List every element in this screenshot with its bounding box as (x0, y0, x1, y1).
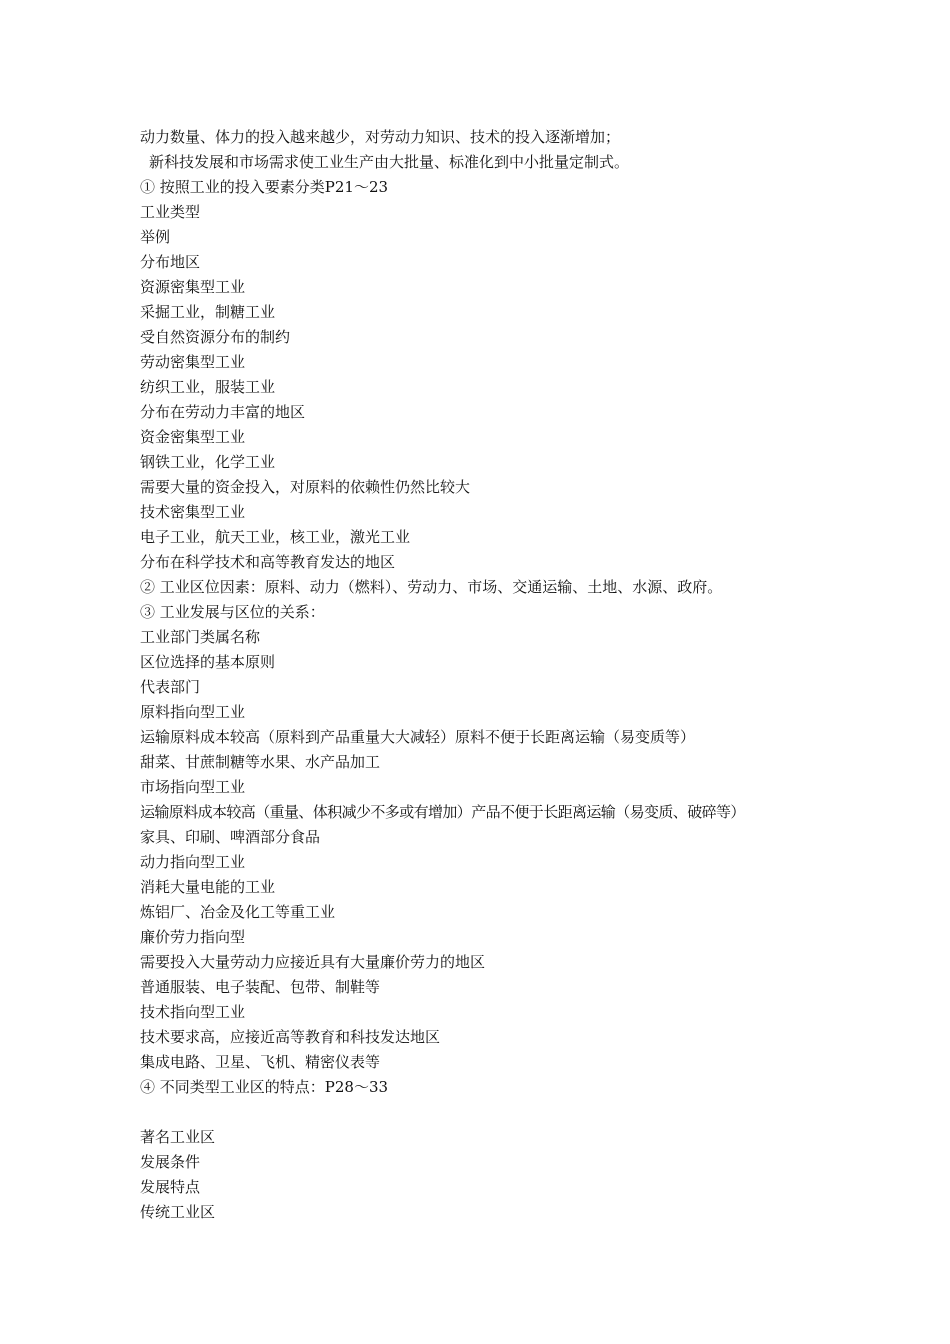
table-cell: 技术密集型工业 (140, 503, 246, 521)
table-cell: 资金密集型工业 (140, 428, 246, 446)
table-header-cell: 代表部门 (140, 678, 201, 696)
table-cell: 原料指向型工业 (140, 703, 246, 721)
table-cell: 钢铁工业，化学工业 (140, 453, 276, 471)
table-cell: 需要投入大量劳动力应接近具有大量廉价劳力的地区 (140, 953, 486, 971)
table-cell: 市场指向型工业 (140, 778, 246, 796)
blank-line (140, 1100, 840, 1125)
table-cell: 运输原料成本较高（重量、体积减少不多或有增加）产品不便于长距离运输（易变质、破碎等） (140, 803, 745, 821)
table-cell: 受自然资源分布的制约 (140, 328, 291, 346)
table-header-cell: 发展特点 (140, 1178, 201, 1196)
table-cell: 技术指向型工业 (140, 1003, 246, 1021)
table-cell: 劳动密集型工业 (140, 353, 246, 371)
table-cell: 采掘工业，制糖工业 (140, 303, 276, 321)
table-cell: 普通服装、电子装配、包带、制鞋等 (140, 978, 381, 996)
table-cell: 传统工业区 (140, 1203, 216, 1221)
table-cell: 资源密集型工业 (140, 278, 246, 296)
table-cell: 纺织工业，服装工业 (140, 378, 276, 396)
table-cell: 甜菜、甘蔗制糖等水果、水产品加工 (140, 753, 381, 771)
document-body (140, 125, 840, 1225)
section-heading: ② 工业区位因素：原料、动力（燃料）、劳动力、市场、交通运输、土地、水源、政府。 (140, 578, 723, 596)
table-cell: 动力指向型工业 (140, 853, 246, 871)
table-header-cell: 分布地区 (140, 253, 201, 271)
text-line: 动力数量、体力的投入越来越少，对劳动力知识、技术的投入逐渐增加； (140, 128, 621, 146)
section-heading: ① 按照工业的投入要素分类P21～23 (140, 178, 389, 196)
table-cell: 电子工业，航天工业，核工业，激光工业 (140, 528, 411, 546)
table-header-cell: 发展条件 (140, 1153, 201, 1171)
section-heading: ④ 不同类型工业区的特点：P28～33 (140, 1078, 389, 1096)
text-line: 新科技发展和市场需求使工业生产由大批量、标准化到中小批量定制式。 (149, 153, 630, 171)
table-header-cell: 举例 (140, 228, 171, 246)
table-header-cell: 区位选择的基本原则 (140, 653, 276, 671)
table-cell: 需要大量的资金投入，对原料的依赖性仍然比较大 (140, 478, 471, 496)
table-cell: 集成电路、卫星、飞机、精密仪表等 (140, 1053, 381, 1071)
table-cell: 运输原料成本较高（原料到产品重量大大减轻）原料不便于长距离运输（易变质等） (140, 728, 696, 746)
section-heading: ③ 工业发展与区位的关系： (140, 603, 325, 621)
table-cell: 技术要求高，应接近高等教育和科技发达地区 (140, 1028, 441, 1046)
table-header-cell: 工业类型 (140, 203, 201, 221)
table-cell: 消耗大量电能的工业 (140, 878, 276, 896)
table-header-cell: 工业部门类属名称 (140, 628, 261, 646)
table-cell: 炼铝厂、冶金及化工等重工业 (140, 903, 336, 921)
table-cell: 分布在科学技术和高等教育发达的地区 (140, 553, 396, 571)
table-cell: 家具、印刷、啤酒部分食品 (140, 828, 321, 846)
table-header-cell: 著名工业区 (140, 1128, 216, 1146)
table-cell: 廉价劳力指向型 (140, 928, 246, 946)
table-cell: 分布在劳动力丰富的地区 (140, 403, 306, 421)
